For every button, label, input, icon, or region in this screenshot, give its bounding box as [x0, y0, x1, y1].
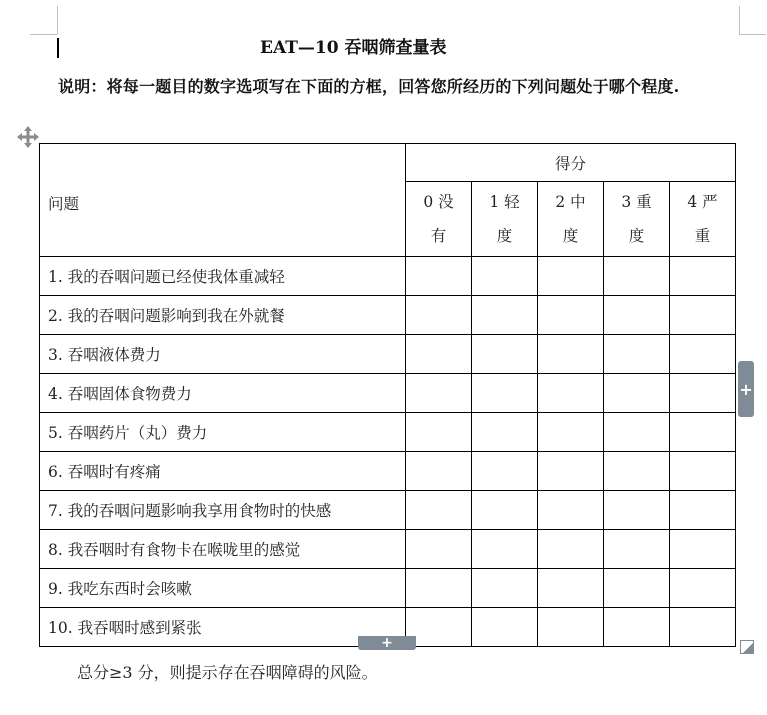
question-text: 5. 吞咽药片（丸）费力 — [40, 413, 406, 452]
score-cell[interactable] — [670, 413, 736, 452]
score-cell[interactable] — [538, 608, 604, 647]
score-cell[interactable] — [472, 608, 538, 647]
table-row — [40, 530, 736, 569]
score-cell[interactable] — [472, 569, 538, 608]
score-cell[interactable] — [472, 491, 538, 530]
plus-icon: + — [739, 379, 753, 399]
table-move-handle-icon[interactable] — [16, 125, 40, 149]
table-row — [40, 452, 736, 491]
score-cell[interactable] — [406, 491, 472, 530]
table-resize-handle-icon[interactable] — [740, 640, 754, 654]
score-cell[interactable] — [406, 569, 472, 608]
score-column-header: 得分 — [406, 144, 736, 182]
score-cell[interactable] — [670, 530, 736, 569]
crop-mark-top-right — [739, 34, 766, 35]
score-cell[interactable] — [604, 413, 670, 452]
score-cell[interactable] — [538, 569, 604, 608]
question-text: 8. 我吞咽时有食物卡在喉咙里的感觉 — [40, 530, 406, 569]
add-row-button[interactable] — [358, 636, 416, 650]
score-cell[interactable] — [538, 296, 604, 335]
plus-icon: + — [381, 635, 393, 651]
table-row — [40, 335, 736, 374]
score-cell[interactable] — [604, 491, 670, 530]
score-cell[interactable] — [406, 257, 472, 296]
table-row — [40, 296, 736, 335]
score-cell[interactable] — [670, 335, 736, 374]
crop-mark-top-right — [739, 6, 740, 34]
score-cell[interactable] — [670, 257, 736, 296]
score-cell[interactable] — [472, 296, 538, 335]
score-cell[interactable] — [538, 452, 604, 491]
score-cell[interactable] — [406, 452, 472, 491]
question-text: 6. 吞咽时有疼痛 — [40, 452, 406, 491]
table-row — [40, 257, 736, 296]
score-cell[interactable] — [406, 530, 472, 569]
score-cell[interactable] — [538, 491, 604, 530]
instruction-text: 说明：将每一题目的数字选项写在下面的方框，回答您所经历的下列问题处于哪个程度. — [58, 77, 680, 96]
score-cell[interactable] — [472, 413, 538, 452]
score-cell[interactable] — [604, 569, 670, 608]
option-header-2: 2 中 度 — [538, 182, 604, 257]
score-cell[interactable] — [604, 257, 670, 296]
document-title: EAT—10 吞咽筛查量表 — [260, 38, 447, 58]
score-cell[interactable] — [472, 335, 538, 374]
score-cell[interactable] — [670, 491, 736, 530]
table-row — [40, 569, 736, 608]
question-text: 10. 我吞咽时感到紧张 — [40, 608, 406, 647]
score-cell[interactable] — [604, 452, 670, 491]
score-cell[interactable] — [670, 569, 736, 608]
question-text: 3. 吞咽液体费力 — [40, 335, 406, 374]
text-cursor — [57, 38, 59, 58]
score-cell[interactable] — [406, 413, 472, 452]
question-column-header: 问题 — [40, 144, 406, 257]
option-header-0: 0 没 有 — [406, 182, 472, 257]
option-header-3: 3 重 度 — [604, 182, 670, 257]
score-cell[interactable] — [670, 296, 736, 335]
score-cell[interactable] — [406, 335, 472, 374]
score-cell[interactable] — [472, 452, 538, 491]
score-cell[interactable] — [670, 608, 736, 647]
option-header-1: 1 轻 度 — [472, 182, 538, 257]
add-column-button[interactable] — [738, 361, 754, 417]
score-cell[interactable] — [670, 452, 736, 491]
footer-note: 总分≥3 分，则提示存在吞咽障碍的风险。 — [77, 663, 378, 682]
score-cell[interactable] — [538, 335, 604, 374]
score-cell[interactable] — [538, 413, 604, 452]
table-row — [40, 413, 736, 452]
question-text: 9. 我吃东西时会咳嗽 — [40, 569, 406, 608]
crop-mark-top-left — [57, 6, 58, 34]
score-cell[interactable] — [538, 257, 604, 296]
option-header-4: 4 严 重 — [670, 182, 736, 257]
table-row — [40, 374, 736, 413]
score-cell[interactable] — [604, 374, 670, 413]
score-cell[interactable] — [406, 374, 472, 413]
table-row — [40, 491, 736, 530]
score-cell[interactable] — [670, 374, 736, 413]
crop-mark-top-left — [30, 34, 57, 35]
question-text: 2. 我的吞咽问题影响到我在外就餐 — [40, 296, 406, 335]
score-cell[interactable] — [604, 335, 670, 374]
score-cell[interactable] — [406, 296, 472, 335]
question-text: 4. 吞咽固体食物费力 — [40, 374, 406, 413]
score-cell[interactable] — [538, 374, 604, 413]
score-cell[interactable] — [472, 257, 538, 296]
eat10-table — [39, 143, 736, 647]
score-cell[interactable] — [472, 374, 538, 413]
question-text: 1. 我的吞咽问题已经使我体重减轻 — [40, 257, 406, 296]
score-cell[interactable] — [538, 530, 604, 569]
score-cell[interactable] — [472, 530, 538, 569]
question-text: 7. 我的吞咽问题影响我享用食物时的快感 — [40, 491, 406, 530]
score-cell[interactable] — [604, 608, 670, 647]
score-cell[interactable] — [604, 530, 670, 569]
score-cell[interactable] — [604, 296, 670, 335]
